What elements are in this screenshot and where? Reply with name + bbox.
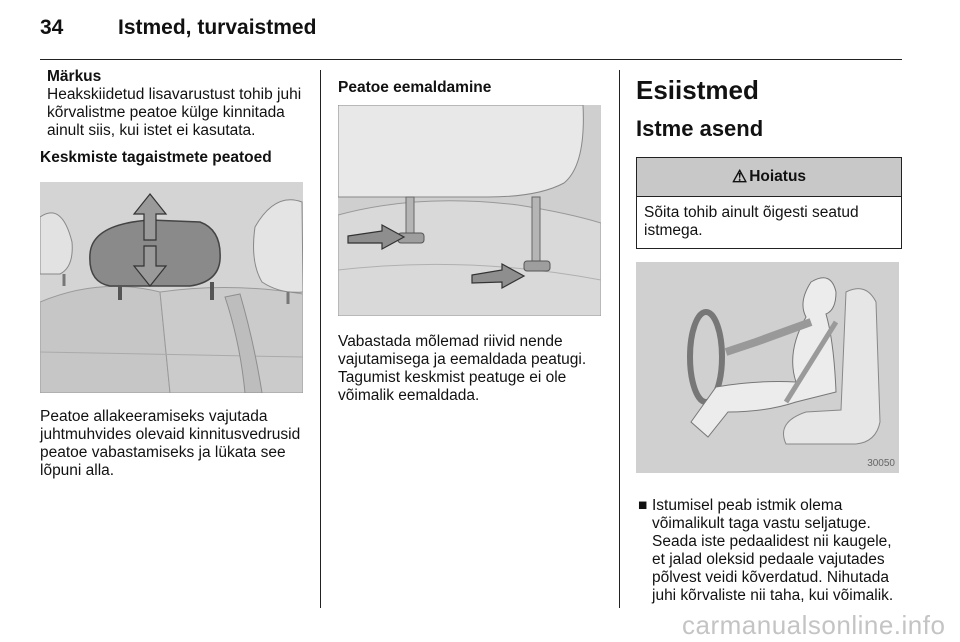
bullet-text: Istumisel peab istmik olema võimalikult taga vastu seljatuge. Seada iste pedaalidest nii kaugele, et jalad oleksid pedaale vajutades põlvest veidi kõverdatud. Nihutada juhi kõrvaliste nii taha, kui võimalik. <box>652 497 894 604</box>
bullet-item <box>636 497 902 605</box>
column-2 <box>338 68 602 405</box>
section-title-front-seats: Esiistmed <box>636 75 759 105</box>
watermark: carmanualsonline.info <box>682 610 946 640</box>
section-heading-removal: Peatoe eemaldamine <box>338 79 492 96</box>
note-block <box>40 68 305 140</box>
figure-code: 30050 <box>867 458 895 469</box>
square-bullet-icon: ■ <box>638 497 648 514</box>
section-heading-rear-headrests: Keskmiste tagaistmete peatoed <box>40 149 272 166</box>
warning-header <box>637 158 901 197</box>
column-1 <box>40 68 305 480</box>
subsection-title-seat-position: Istme asend <box>636 116 764 141</box>
column-divider-2 <box>619 70 620 608</box>
page-number: 34 <box>40 16 64 39</box>
removal-instructions: Vabastada mõlemad riivid nende vajutamisega ja eemaldada peatugi. Tagumist keskmist peatuge ei ole võimalik eemaldada. <box>338 333 587 404</box>
warning-title: Hoiatus <box>749 168 807 185</box>
warning-triangle-icon: ⚠ <box>731 167 748 186</box>
note-label: Märkus <box>47 68 102 85</box>
column-divider-1 <box>320 70 321 608</box>
seat-position-figure-wrap <box>636 262 899 473</box>
note-text: Heakskiidetud lisavarustust tohib juhi kõrvalistme peatoe külge kinnitada ainult siis, kui istet ei kasutata. <box>47 86 302 139</box>
warning-text: Sõita tohib ainult õigesti seatud istmega. <box>644 204 859 239</box>
rear-headrest-figure <box>40 182 303 393</box>
warning-box <box>636 157 902 249</box>
column-3 <box>636 68 902 605</box>
page-title: Istmed, turvaistmed <box>118 16 317 39</box>
rear-headrest-instructions: Peatoe allakeeramiseks vajutada juhtmuhvides olevaid kinnitusvedrusid peatoe vabastamiseks ja lükata see lõpuni alla. <box>40 408 301 479</box>
seat-position-figure <box>636 262 899 473</box>
header-divider <box>40 59 902 60</box>
headrest-removal-figure <box>338 105 601 316</box>
